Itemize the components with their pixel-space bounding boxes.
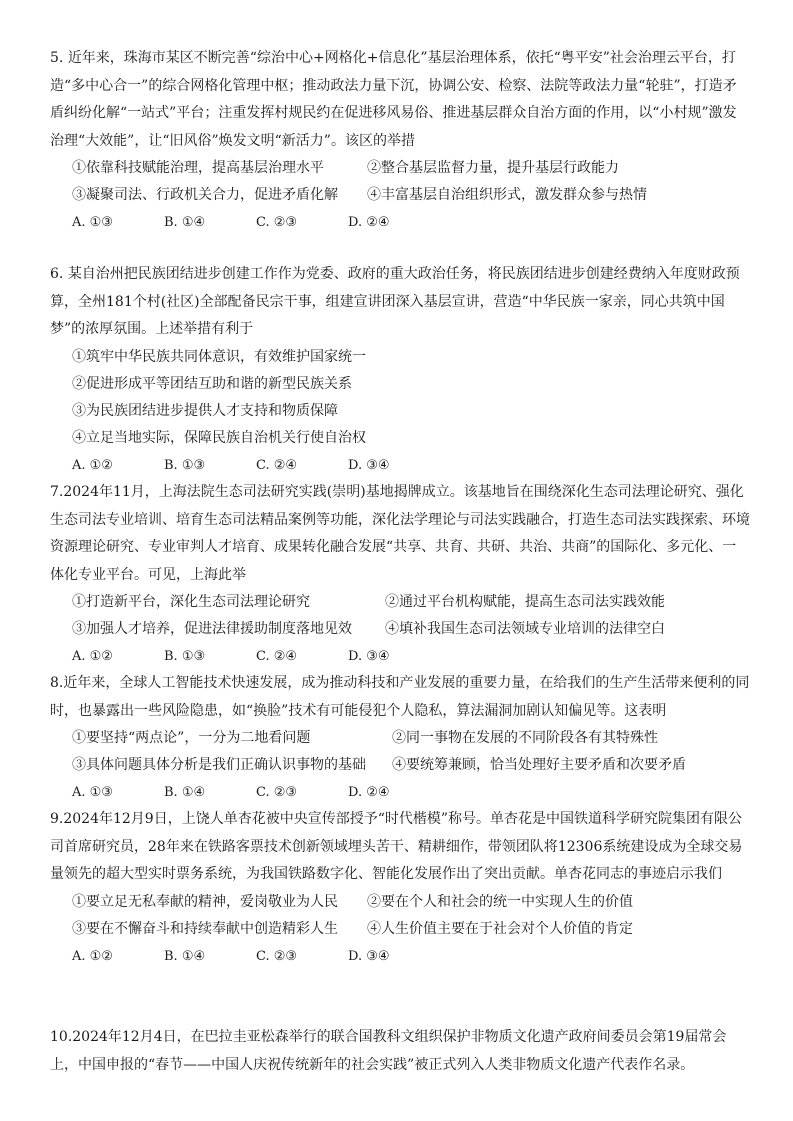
- choice-d: D. ②④: [348, 785, 390, 800]
- question-stem: [50, 670, 750, 725]
- option-row: [50, 616, 750, 643]
- question-text: 2024年11月，上海法院生态司法研究实践(崇明)基地揭牌成立。该基地旨在围绕深化生态司法理论研究、强化生态司法专业培训、培育生态司法精品案例等功能，深化法学理论与司法实践融合，打造生态司法实践探索、环境资源理论研究、专业审判人才培育、成果转化融合发展“共享、共育、共研、共治、共商”的国际化、多元化、一体化专业平台。可见，上海此举: [50, 484, 750, 583]
- question-stem: [50, 806, 750, 889]
- choice-c: C. ②④: [256, 649, 298, 664]
- option-2: ②促进形成平等团结互助和谐的新型民族关系: [72, 375, 352, 392]
- option-4: ④丰富基层自治组织形式，激发群众参与热情: [367, 187, 647, 203]
- question-stem: [50, 45, 750, 155]
- option-row: [50, 589, 750, 616]
- choice-a: A. ①②: [72, 457, 113, 473]
- question-text: 某自治州把民族团结进步创建工作作为党委、政府的重大政治任务，将民族团结进步创建经费纳入年度财政预算，全州181个村(社区)全部配备民宗干事，组建宣讲团深入基层宣讲，营造“中华民族一家亲，同心共筑中国梦”的浓厚氛围。上述举措有利于: [50, 266, 740, 337]
- choice-d: D. ③④: [348, 948, 390, 964]
- question-number: 5.: [50, 50, 64, 66]
- answer-choices: [50, 779, 750, 806]
- question-6: [50, 261, 750, 479]
- option-3: ③加强人才培养，促进法律援助制度落地见效: [72, 621, 352, 637]
- option-2: ②要在个人和社会的统一中实现人生的价值: [367, 893, 633, 910]
- choice-b: B. ①③: [164, 649, 206, 664]
- choice-c: C. ②③: [256, 948, 298, 964]
- option-2: ②通过平台机构赋能，提高生态司法实践效能: [385, 594, 665, 610]
- question-stem: [50, 261, 750, 344]
- option-row: [50, 752, 750, 779]
- option-row: [50, 725, 750, 752]
- answer-choices: [50, 943, 750, 970]
- choice-b: B. ①④: [164, 215, 206, 230]
- option-2: ②整合基层监督力量，提升基层行政能力: [367, 160, 619, 176]
- option-1: ①打造新平台，深化生态司法理论研究: [72, 594, 310, 610]
- question-8: [50, 670, 750, 806]
- choice-d: D. ③④: [348, 457, 390, 473]
- question-stem: [50, 479, 750, 589]
- choice-d: D. ③④: [348, 649, 390, 664]
- choice-b: B. ①④: [164, 785, 206, 800]
- option-4: ④要统筹兼顾，恰当处理好主要矛盾和次要矛盾: [392, 757, 686, 773]
- option-row: [50, 155, 750, 182]
- choice-a: A. ①③: [72, 215, 113, 230]
- option-3: ③具体问题具体分析是我们正确认识事物的基础: [72, 757, 366, 773]
- option-4: ④人生价值主要在于社会对个人价值的肯定: [367, 920, 633, 937]
- question-number: 10.: [50, 1029, 73, 1045]
- choice-c: C. ②④: [256, 457, 298, 473]
- question-9: [50, 806, 750, 970]
- question-10: [50, 1024, 750, 1079]
- question-text: 2024年12月9日，上饶人单杏花被中央宣传部授予“时代楷模”称号。单杏花是中国铁道科学研究院集团有限公司首席研究员，28年来在铁路客票技术创新领域埋头苦干、精耕细作，带领团队将12306系统建设成为全球交易量领先的超大型实时票务系统，为我国铁路数字化、智能化发展作出了突出贡献。单杏花同志的事迹启示我们: [50, 811, 743, 882]
- question-number: 7.: [50, 484, 64, 500]
- choice-b: B. ①③: [164, 457, 206, 473]
- question-number: 6.: [50, 266, 64, 282]
- option-1: ①筑牢中华民族共同体意识，有效维护国家统一: [72, 348, 366, 365]
- option-3: ③凝聚司法、行政机关合力，促进矛盾化解: [72, 187, 338, 203]
- question-text: 2024年12月4日，在巴拉圭亚松森举行的联合国教科文组织保护非物质文化遗产政府间委员会第19届常会上，中国申报的“春节——中国人庆祝传统新年的社会实践”被正式列入人类非物质文化遗产代表作名录。: [50, 1029, 727, 1073]
- option-1: ①依靠科技赋能治理，提高基层治理水平: [72, 160, 324, 176]
- option-row: [50, 182, 750, 209]
- option-2: ②同一事物在发展的不同阶段各有其特殊性: [392, 730, 658, 746]
- choice-b: B. ①④: [164, 948, 206, 964]
- choice-c: C. ②③: [256, 215, 298, 230]
- question-number: 8.: [50, 675, 64, 691]
- choice-c: C. ②③: [256, 785, 298, 800]
- option-1: ①要立足无私奉献的精神，爱岗敬业为人民: [72, 893, 338, 910]
- question-text: 近年来，全球人工智能技术快速发展，成为推动科技和产业发展的重要力量，在给我们的生产生活带来便利的同时，也暴露出一些风险隐患，如“换脸”技术有可能侵犯个人隐私，算法漏洞加剧认知偏见等。这表明: [50, 675, 750, 719]
- choice-a: A. ①②: [72, 649, 113, 664]
- answer-choices: [50, 452, 750, 479]
- question-7: [50, 479, 750, 670]
- option-1: ①要坚持“两点论”，一分为二地看问题: [72, 730, 311, 746]
- question-text: 近年来，珠海市某区不断完善“综治中心+网格化+信息化”基层治理体系，依托“粤平安”社会治理云平台，打造“多中心合一”的综合网格化管理中枢；推动政法力量下沉，协调公安、检察、法院等政法力量“轮驻”，打造矛盾纠纷化解“一站式”平台；注重发挥村规民约在促进移风易俗、推进基层群众自治方面的作用，以“小村规”激发治理“大效能”，让“旧风俗”焕发文明“新活力”。该区的举措: [50, 50, 737, 149]
- choice-a: A. ①③: [72, 785, 113, 800]
- question-5: [50, 45, 750, 236]
- option-4: ④填补我国生态司法领域专业培训的法律空白: [385, 621, 665, 637]
- answer-choices: [50, 209, 750, 236]
- choice-a: A. ①②: [72, 948, 113, 964]
- answer-choices: [50, 643, 750, 670]
- question-stem: [50, 1024, 750, 1079]
- question-number: 9.: [50, 811, 64, 827]
- option-3: ③要在不懈奋斗和持续奉献中创造精彩人生: [72, 920, 338, 937]
- option-row: [50, 916, 750, 943]
- choice-d: D. ②④: [348, 215, 390, 230]
- option-3: ③为民族团结进步提供人才支持和物质保障: [72, 402, 338, 419]
- option-4: ④立足当地实际，保障民族自治机关行使自治权: [72, 429, 366, 446]
- option-row: [50, 889, 750, 916]
